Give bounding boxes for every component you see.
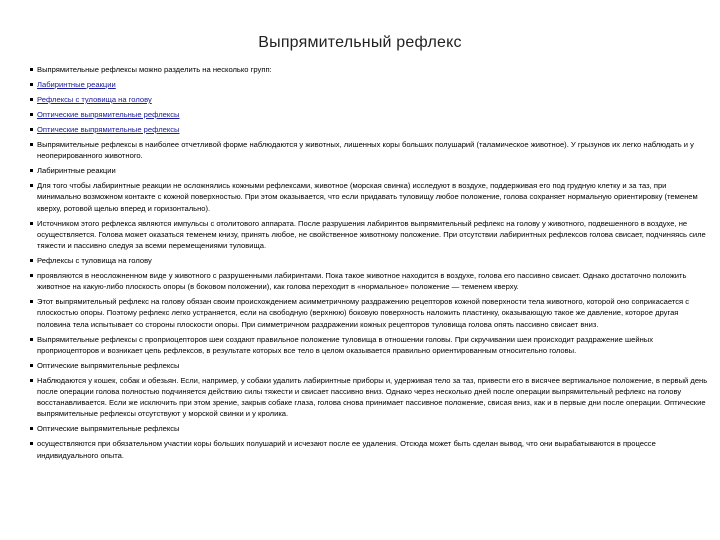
list-item	[30, 296, 710, 330]
link-optical-righting-reflexes-2[interactable]: Оптические выпрямительные рефлексы	[37, 125, 180, 134]
list-item-link[interactable]	[30, 109, 710, 120]
item-text: Источником этого рефлекса являются импульсы с отолитового аппарата. После разрушения лабиринтов выпрямительный рефлекс на голову у животного, подвешенного в воздухе, не осуществляется. Голова может оказаться теменем книзу, принять любое, не свойственное животному положение. При отсутствии лабиринтных рефлексов голова свисает, подчиняясь силе тяжести и пассивно следуя за всеми перемещениями туловища.	[37, 218, 706, 251]
list-item	[30, 334, 710, 356]
item-text: Выпрямительные рефлексы в наиболее отчетливой форме наблюдаются у животных, лишенных коры больших полушарий (таламическое животное). У грызунов их легко наблюдать и у неоперированного животного.	[37, 140, 694, 161]
list-item	[30, 64, 710, 75]
item-text: Оптические выпрямительные рефлексы	[37, 424, 180, 434]
slide-title: Выпрямительный рефлекс	[258, 34, 462, 51]
list-item-link[interactable]	[30, 94, 710, 105]
link-optical-righting-reflexes[interactable]: Оптические выпрямительные рефлексы	[37, 110, 180, 119]
list-item-heading	[30, 423, 710, 434]
item-text: Этот выпрямительный рефлекс на голову обязан своим происхождением асимметричному раздражению рецепторов кожной поверхности тела животного, которой оно соприкасается с плоскостью опоры. Поэтому рефлекс легко устраняется, если на свободную (верхнюю) боковую поверхность наложить пластинку, оказывающую такое же давление, которое другая половина тела испытывает со стороны плоскости опоры. При симметричном раздражении кожных рецепторов туловища голова опять пассивно свисает вниз.	[37, 297, 690, 329]
list-item	[30, 180, 710, 214]
list-item-link[interactable]	[30, 79, 710, 90]
link-trunk-to-head-reflexes[interactable]: Рефлексы с туловища на голову	[37, 95, 152, 104]
item-text: Наблюдаются у кошек, собак и обезьян. Если, например, у собаки удалить лабиринтные приборы и, удерживая тело за таз, привести его в висячее вертикальное положение, в первый день после операции голова полностью подчиняется действию силы тяжести и свисает пассивно вниз. Однако через несколько дней после операции выпрямительный рефлекс на голову восстанавливается. Если же исключить при этом зрение, закрыв собаке глаза, голова снова принимает пассивное положение, свисая вниз, как и в первые дни после операции. Оптические выпрямительные рефлексы отсутствуют у морской свинки и у кролика.	[37, 375, 708, 419]
list-item	[30, 270, 710, 292]
link-labyrinth-reactions[interactable]: Лабиринтные реакции	[37, 80, 116, 89]
item-text: Оптические выпрямительные рефлексы	[37, 360, 180, 370]
list-item	[30, 139, 710, 161]
bullet-list	[30, 64, 710, 465]
list-item	[30, 218, 710, 252]
list-item-link[interactable]	[30, 124, 710, 135]
item-text: Выпрямительные рефлексы можно разделить на несколько групп:	[37, 65, 272, 74]
item-text: проявляются в неосложненном виде у животного с разрушенными лабиринтами. Пока такое животное находится в воздухе, голова его пассивно свисает. Однако достаточно положить животное на какую-либо плоскость опоры (в боковом положении), как голова переходит в «нормальное» положение — теменем кверху.	[37, 271, 687, 292]
list-item	[30, 438, 710, 460]
list-item-heading	[30, 360, 710, 371]
item-text: Для того чтобы лабиринтные реакции не осложнялись кожными рефлексами, животное (морская свинка) исследуют в воздухе, поддерживая его под грудную клетку и за таз, при минимально возможном контакте с кожной поверхностью. При этом оказывается, что если придавать туловищу любое положение, голова сохраняет нормальную ориентировку (теменем кверху, ротовой щелью вперед и горизонтально).	[37, 181, 698, 213]
item-text: Выпрямительные рефлексы с проприоцепторов шеи создают правильное положение туловища в отношении головы. При скручивании шеи происходит раздражение шейных проприоцепторов и возникает цепь рефлексов, в результате которых все тело в целом оказывается правильно ориентированным относительно головы.	[37, 334, 654, 355]
list-item-heading	[30, 255, 710, 266]
list-item	[30, 375, 710, 420]
item-text: Лабиринтные реакции	[37, 166, 116, 176]
item-text: осуществляются при обязательном участии коры больших полушарий и исчезают после ее удаления. Отсюда может быть сделан вывод, что они вырабатываются в процессе индивидуального опыта.	[37, 439, 656, 460]
item-text: Рефлексы с туловища на голову	[37, 256, 152, 266]
list-item-heading	[30, 165, 710, 176]
